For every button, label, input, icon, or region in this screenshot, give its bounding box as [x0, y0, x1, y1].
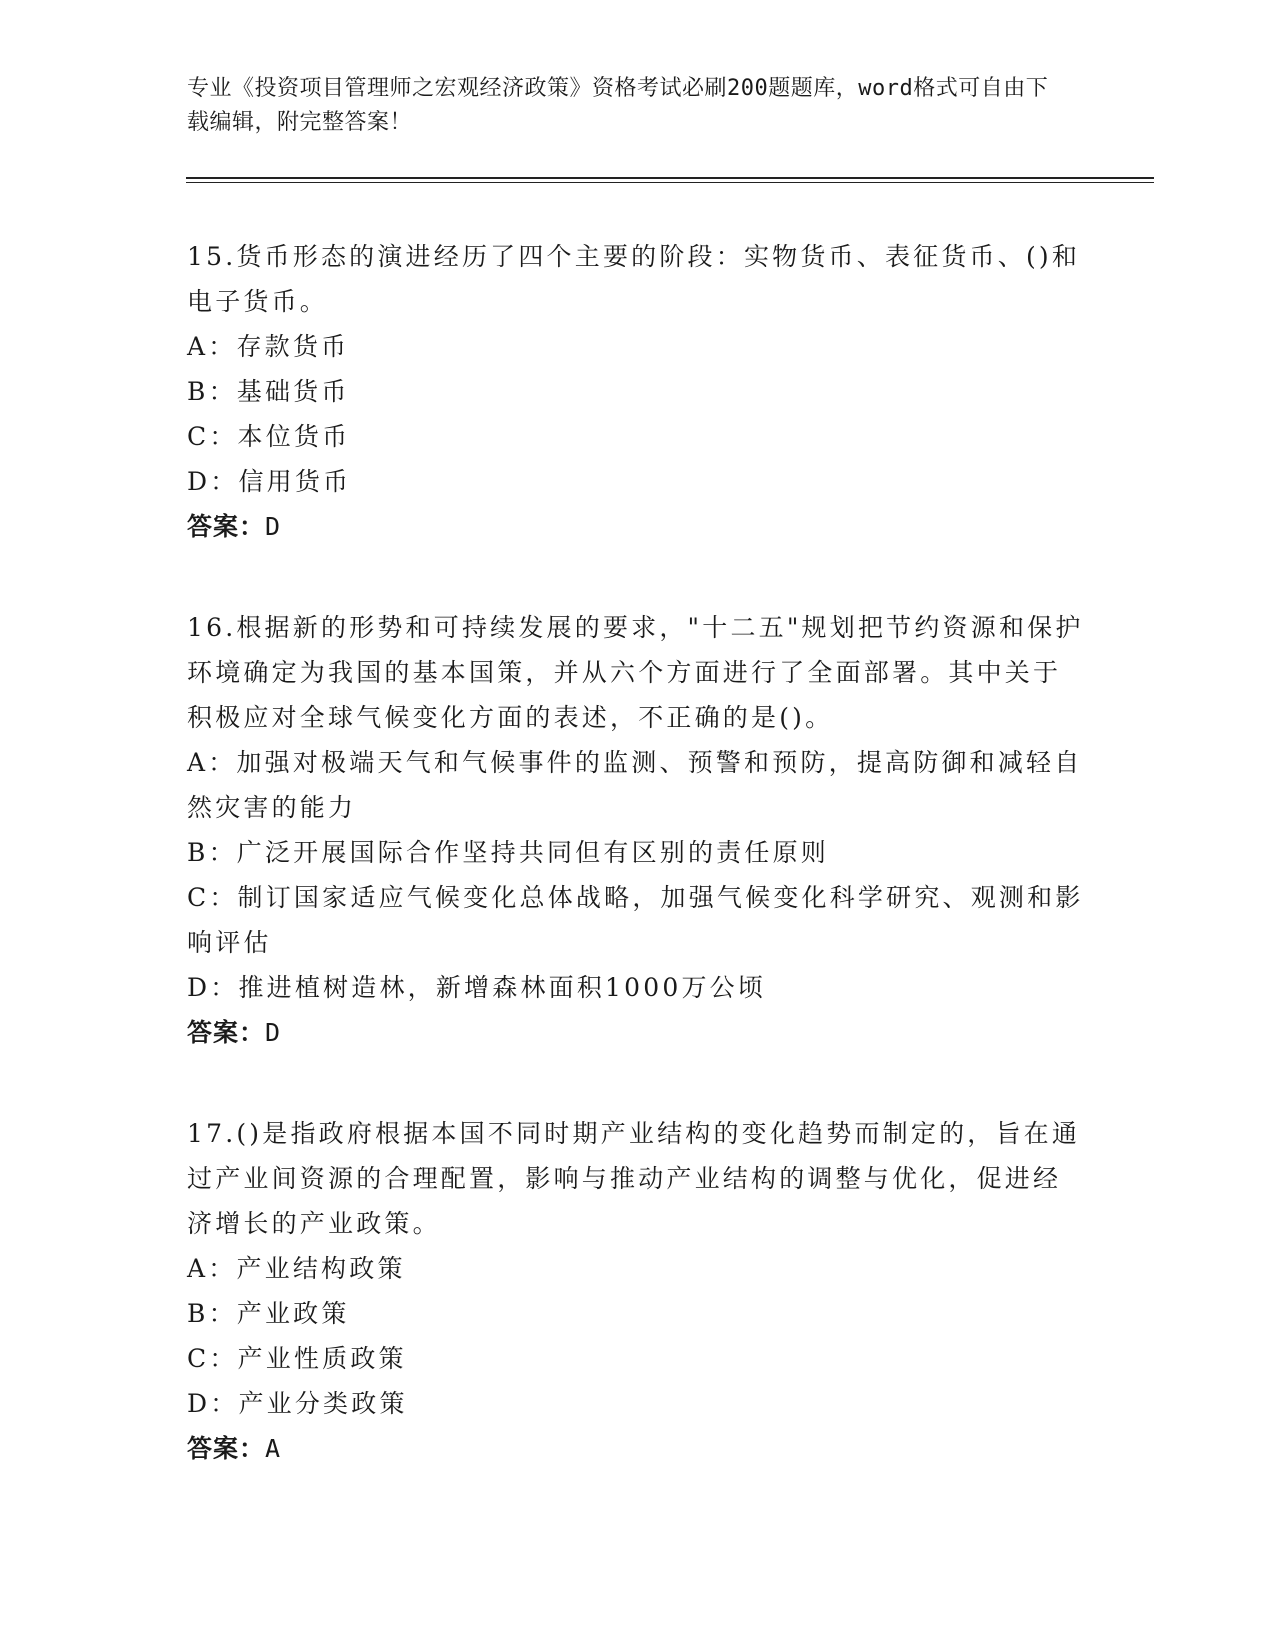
option-a: A：存款货币 — [187, 332, 350, 361]
option-b: B：产业政策 — [187, 1299, 350, 1328]
question-list — [187, 234, 1087, 1527]
question-text: 16.根据新的形势和可持续发展的要求，"十二五"规划把节约资源和保护环境确定为我国的基本国策，并从六个方面进行了全面部署。其中关于积极应对全球气候变化方面的表述，不正确的是()。 — [187, 613, 1084, 732]
answer-label: 答案： — [187, 512, 266, 541]
answer-line — [187, 1010, 1087, 1055]
option-d: D：推进植树造林，新增森林面积1000万公顷 — [187, 973, 767, 1002]
answer-line — [187, 1426, 1087, 1471]
question-text: 17.()是指政府根据本国不同时期产业结构的变化趋势而制定的，旨在通过产业间资源的合理配置，影响与推动产业结构的调整与优化，促进经济增长的产业政策。 — [187, 1119, 1081, 1238]
divider-line-thick — [186, 177, 1154, 179]
answer-value: A — [265, 1434, 282, 1463]
option-a: A：产业结构政策 — [187, 1254, 406, 1283]
question-17 — [187, 1111, 1087, 1471]
answer-value: D — [265, 512, 282, 541]
header-divider — [186, 177, 1154, 183]
answer-line — [187, 504, 1087, 549]
answer-label: 答案： — [187, 1018, 266, 1047]
question-text: 15.货币形态的演进经历了四个主要的阶段：实物货币、表征货币、()和电子货币。 — [187, 242, 1081, 316]
option-c: C：产业性质政策 — [187, 1344, 407, 1373]
option-c: C：本位货币 — [187, 422, 351, 451]
answer-label: 答案： — [187, 1434, 266, 1463]
question-16 — [187, 605, 1087, 1055]
divider-line-thin — [186, 182, 1154, 183]
answer-value: D — [265, 1018, 282, 1047]
option-b: B：基础货币 — [187, 377, 350, 406]
option-b: B：广泛开展国际合作坚持共同但有区别的责任原则 — [187, 838, 829, 867]
option-d: D：信用货币 — [187, 467, 352, 496]
document-page — [187, 0, 1147, 1650]
option-d: D：产业分类政策 — [187, 1389, 408, 1418]
option-a: A：加强对极端天气和气候事件的监测、预警和预防，提高防御和减轻自然灾害的能力 — [187, 748, 1083, 822]
option-c: C：制订国家适应气候变化总体战略，加强气候变化科学研究、观测和影响评估 — [187, 883, 1084, 957]
document-header: 专业《投资项目管理师之宏观经济政策》资格考试必刷200题题库，word格式可自由下载编辑，附完整答案！ — [187, 76, 1049, 135]
question-15 — [187, 234, 1087, 549]
